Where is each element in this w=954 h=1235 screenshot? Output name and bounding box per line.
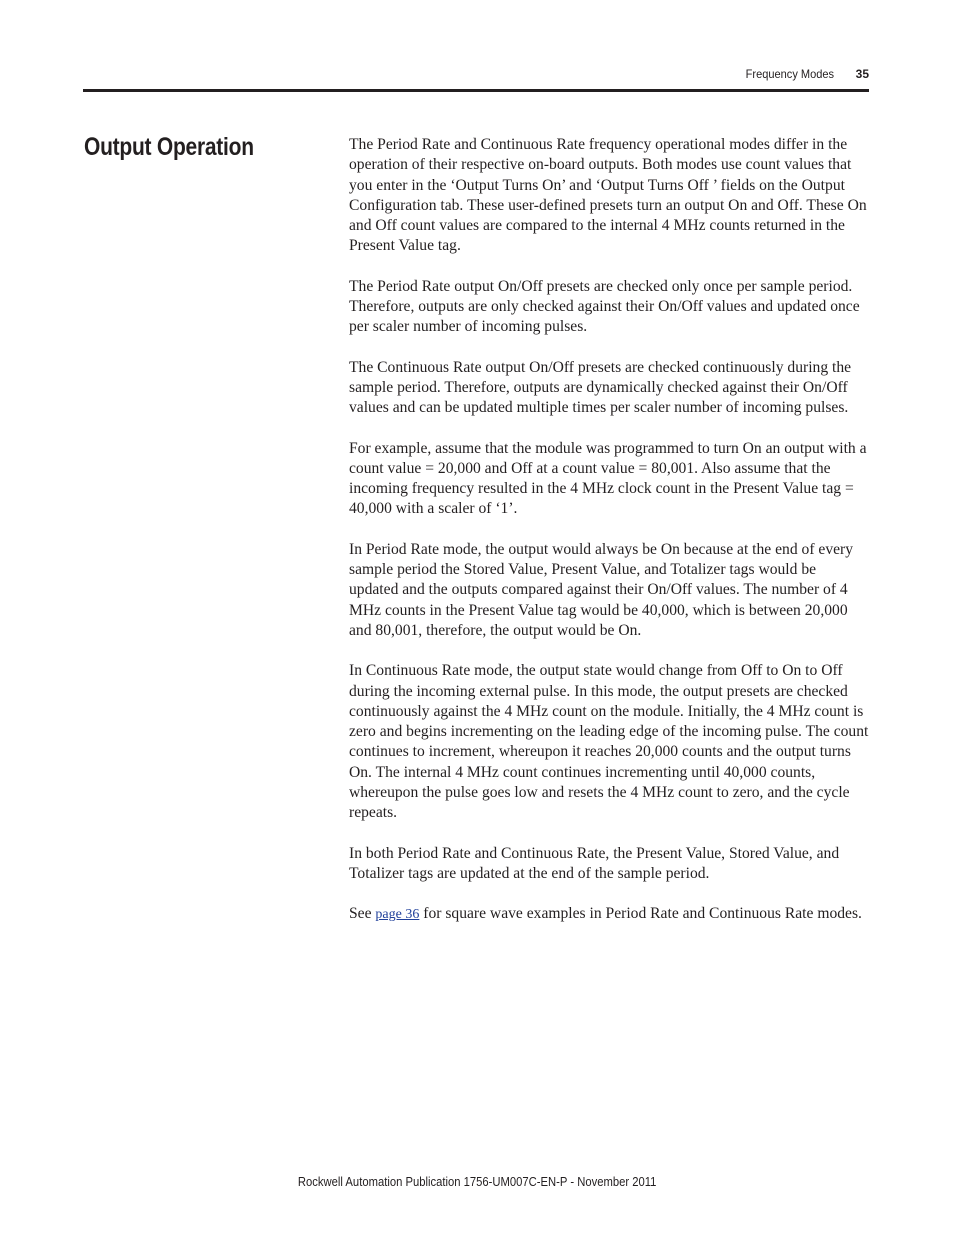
- paragraph: The Continuous Rate output On/Off presets are checked continuously during the sample period. Therefore, outputs are dynamically checked against their On/Off values and can be updated multiple times per scaler number of incoming pulses.: [349, 358, 852, 417]
- paragraph: In both Period Rate and Continuous Rate, the Present Value, Stored Value, and Totalizer tags are updated at the end of the sample period.: [349, 844, 840, 882]
- header-page-number: 35: [855, 67, 869, 81]
- see-also-prefix: See: [349, 905, 376, 923]
- publication-info: Rockwell Automation Publication 1756-UM007C-EN-P - November 2011: [297, 1175, 657, 1189]
- see-also-paragraph: [349, 904, 869, 925]
- paragraph: For example, assume that the module was programmed to turn On an output with a count value = 20,000 and Off at a count value = 80,001. Also assume that the incoming frequency resulted in the 4 MHz clock count in the Present Value tag = 40,000 with a scaler of ‘1’.: [349, 439, 867, 518]
- running-header: [738, 64, 869, 84]
- body-text: [349, 135, 869, 946]
- section-heading: Output Operation: [84, 133, 254, 161]
- page-footer: [0, 1175, 954, 1189]
- see-also-suffix: for square wave examples in Period Rate and Continuous Rate modes.: [419, 905, 862, 923]
- page-36-link[interactable]: page 36: [375, 907, 420, 923]
- header-divider: [83, 89, 869, 92]
- paragraph: The Period Rate and Continuous Rate frequency operational modes differ in the operation of their respective on-board outputs. Both modes use count values that you enter in the ‘Output Turns On’ and ‘Output Turns Off ’ fields on the Output Configuration tab. These user-defined presets turn an output On and Off. These On and Off count values are compared to the internal 4 MHz counts returned in the Present Value tag.: [349, 136, 867, 255]
- paragraph: The Period Rate output On/Off presets are checked only once per sample period. Therefore, outputs are only checked against their On/Off values and updated once per scaler number of incoming pulses.: [349, 277, 860, 336]
- paragraph: In Period Rate mode, the output would always be On because at the end of every sample period the Stored Value, Present Value, and Totalizer tags would be updated and the outputs compared against their On/Off values. The number of 4 MHz counts in the Present Value tag would be 40,000, which is between 20,000 and 80,001, therefore, the output would be On.: [349, 540, 854, 639]
- paragraph: In Continuous Rate mode, the output state would change from Off to On to Off during the incoming external pulse. In this mode, the output presets are checked continuously against the 4 MHz count on the module. Initially, the 4 MHz count is zero and begins incrementing on the leading edge of the incoming pulse. The count continues to increment, whereupon it reaches 20,000 counts and the output turns On. The internal 4 MHz count continues incrementing until 40,000 counts, whereupon the pulse goes low and resets the 4 MHz count to zero, and the cycle repeats.: [349, 662, 869, 822]
- header-section-name: Frequency Modes: [745, 67, 834, 81]
